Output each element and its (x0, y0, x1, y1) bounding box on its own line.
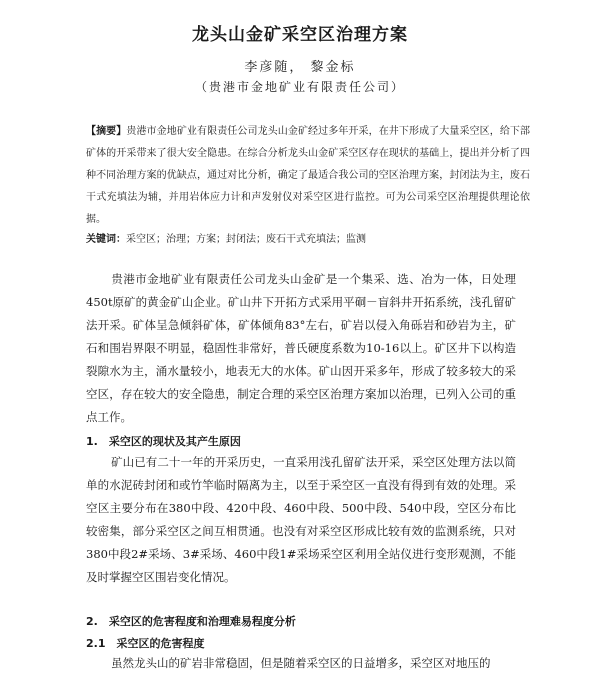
abstract-block (86, 121, 530, 231)
keywords-block (86, 233, 530, 247)
paper-affiliation: （贵港市金地矿业有限责任公司） (194, 80, 405, 94)
section2-1-paragraph (86, 652, 516, 675)
keywords-text: 采空区；治理；方案；封闭法；废石干式充填法；监测 (126, 234, 366, 245)
abstract-text: 贵港市金地矿业有限责任公司龙头山金矿经过多年开采，在井下形成了大量采空区，给下部矿体的开采带来了很大安全隐患。在综合分析龙头山金矿采空区存在现状的基础上，提出并分析了四种不同治理方案的优缺点，通过对比分析，确定了最适合我公司的空区治理方案，封闭法为主，废石干式充填法为辅，并用岩体应力计和声发射仪对采空区进行监控。可为公司采空区治理提供理论依据。 (86, 126, 531, 225)
abstract-label: 【摘要】 (86, 126, 127, 137)
section2-heading: 2. 采空区的危害程度和治理难易程度分析 (86, 615, 296, 628)
intro-text: 贵港市金地矿业有限责任公司龙头山金矿是一个集采、选、冶为一体，日处理450t原矿的黄金矿山企业。矿山井下开拓方式采用平硐－盲斜井开拓系统，浅孔留矿法开采。矿体呈急倾斜矿体，矿体倾角83°左右，矿岩以侵入角砾岩和砂岩为主，矿石和围岩界限不明显，稳固性非常好，普氏硬度系数为10-16以上。矿区井下以构造裂隙水为主，涌水量较小，地表无大的水体。矿山因开采多年，形成了较多较大的采空区，存在较大的安全隐患，制定合理的采空区治理方案加以治理，已列入公司的重点工作。 (86, 272, 516, 424)
intro-paragraph (86, 268, 516, 429)
keywords-label: 关键词： (86, 234, 126, 245)
section1-paragraph (86, 451, 516, 589)
section2-1-text: 虽然龙头山的矿岩非常稳固，但是随着采空区的日益增多，采空区对地压的 (111, 656, 491, 670)
paper-title: 龙头山金矿采空区治理方案 (192, 25, 408, 45)
paper-authors: 李彦随， 黎金标 (244, 60, 356, 75)
section1-heading: 1. 采空区的现状及其产生原因 (86, 435, 241, 448)
section1-text: 矿山已有二十一年的开采历史，一直采用浅孔留矿法开采，采空区处理方法以简单的水泥砖封闭和或竹竿临时隔离为主，以至于采空区一直没有得到有效的处理。采空区主要分布在380中段、420中段、460中段、500中段、540中段，空区分布比较密集，部分采空区之间互相贯通。也没有对采空区形成比较有效的监测系统，只对380中段2#采场、3#采场、460中段1#采场采空区利用全站仪进行变形观测，不能及时掌握空区围岩变化情况。 (86, 455, 516, 584)
section2-1-heading: 2.1 采空区的危害程度 (86, 637, 205, 650)
